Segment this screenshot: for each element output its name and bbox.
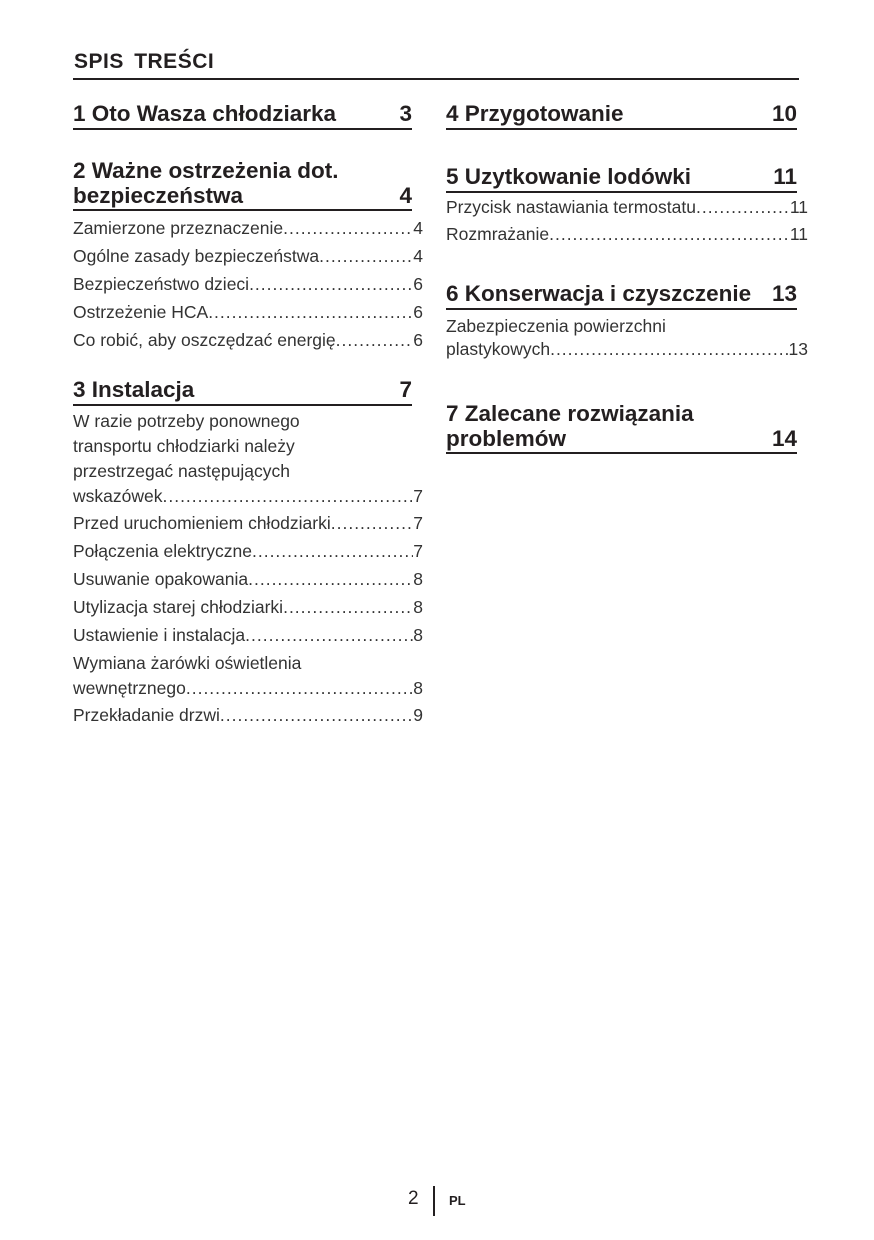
entry-page: 7 [413, 541, 423, 561]
entry-label: Ostrzeżenie HCA [73, 302, 209, 322]
section-page: 11 [773, 164, 797, 189]
entry-label-line: W razie potrzeby ponownego [73, 411, 300, 431]
dot-leader [550, 338, 788, 361]
section-title: 4 Przygotowanie [446, 101, 624, 126]
entry-label-line: Zabezpieczenia powierzchni [446, 316, 666, 336]
toc-entry[interactable] [73, 509, 423, 537]
section-page: 7 [399, 377, 412, 402]
dot-leader [208, 298, 413, 326]
language-code: PL [449, 1193, 466, 1208]
toc-entry[interactable] [73, 701, 423, 729]
entry-page: 8 [413, 569, 423, 589]
entry-label: plastykowych [446, 339, 551, 359]
dot-leader [319, 242, 413, 270]
entry-page: 13 [788, 339, 808, 359]
toc-entry[interactable] [73, 326, 423, 354]
toc-section-7[interactable] [446, 401, 797, 454]
toc-section-4[interactable] [446, 100, 797, 130]
dot-leader [245, 621, 413, 649]
toc-section-2[interactable] [73, 158, 412, 211]
section-title: 1 Oto Wasza chłodziarka [73, 101, 336, 126]
toc-entry[interactable] [73, 621, 423, 649]
dot-leader [248, 565, 413, 593]
entry-page: 4 [413, 246, 423, 266]
title-divider [73, 78, 799, 80]
dot-leader [331, 509, 414, 537]
entry-label: Połączenia elektryczne [73, 541, 252, 561]
entry-page: 8 [413, 678, 423, 698]
toc-section-3[interactable] [73, 376, 412, 406]
entry-label-line: przestrzegać następujących [73, 461, 290, 481]
entry-page: 4 [413, 218, 423, 238]
entry-page: 8 [413, 625, 423, 645]
dot-leader [549, 221, 790, 248]
entry-label: Ustawienie i instalacja [73, 625, 246, 645]
dot-leader [696, 194, 790, 221]
entry-label: Przycisk nastawiania termostatu [446, 197, 696, 217]
dot-leader [252, 537, 413, 565]
dot-leader [162, 484, 413, 509]
toc-entry[interactable] [73, 537, 423, 565]
entry-label: wewnętrznego [73, 678, 186, 698]
toc-entry[interactable] [73, 214, 423, 242]
entry-label: Usuwanie opakowania [73, 569, 249, 589]
dot-leader [220, 701, 413, 729]
entry-page: 8 [413, 597, 423, 617]
section-title: 6 Konserwacja i czyszczenie [446, 281, 752, 306]
toc-entry[interactable] [73, 651, 423, 701]
dot-leader [283, 593, 413, 621]
entry-label: Przed uruchomieniem chłodziarki [73, 513, 331, 533]
dot-leader [186, 676, 413, 701]
entry-label: Przekładanie drzwi [73, 705, 220, 725]
toc-section-1[interactable] [73, 100, 412, 130]
section-title: 5 Uzytkowanie lodówki [446, 164, 692, 189]
dot-leader [336, 326, 414, 354]
toc-entry[interactable] [73, 409, 423, 509]
toc-entry[interactable] [446, 315, 808, 361]
section-title: 7 Zalecane rozwiązania problemów [446, 401, 694, 451]
toc-entry[interactable] [73, 242, 423, 270]
toc-section-5[interactable] [446, 163, 797, 193]
entry-label: Bezpieczeństwo dzieci [73, 274, 250, 294]
toc-section-6[interactable] [446, 280, 797, 310]
entry-label: Rozmrażanie [446, 224, 550, 244]
section-page: 13 [771, 281, 797, 306]
entry-label: wskazówek [73, 486, 163, 506]
section-page: 4 [399, 183, 412, 208]
entry-page: 11 [789, 197, 808, 217]
entry-page: 9 [413, 705, 423, 725]
entry-page: 6 [413, 330, 423, 350]
dot-leader [283, 214, 413, 242]
page-title: SPIS TREŚCI [74, 50, 215, 73]
section-page: 3 [399, 101, 412, 126]
page-number: 2 [408, 1188, 419, 1209]
entry-label-line: transportu chłodziarki należy [73, 436, 295, 456]
toc-column-right [446, 100, 808, 454]
toc-entry[interactable] [73, 298, 423, 326]
entry-label: Zamierzone przeznaczenie [73, 218, 284, 238]
toc-entry[interactable] [73, 565, 423, 593]
entry-label: Co robić, aby oszczędzać energię [73, 330, 336, 350]
entry-label: Ogólne zasady bezpieczeństwa [73, 246, 320, 266]
entry-label-line: Wymiana żarówki oświetlenia [73, 653, 302, 673]
section-title: 3 Instalacja [73, 377, 195, 402]
entry-page: 7 [413, 486, 423, 506]
toc-column-left [73, 100, 423, 729]
entry-label: Utylizacja starej chłodziarki [73, 597, 284, 617]
toc-entry[interactable] [73, 593, 423, 621]
section-page: 14 [771, 426, 797, 451]
entry-page: 7 [413, 513, 423, 533]
entry-page: 6 [413, 302, 423, 322]
dot-leader [249, 270, 413, 298]
toc-entry[interactable] [73, 270, 423, 298]
entry-page: 11 [789, 224, 808, 244]
entry-page: 6 [413, 274, 423, 294]
toc-entry[interactable] [446, 194, 808, 221]
section-page: 10 [771, 101, 797, 126]
toc-entry[interactable] [446, 221, 808, 248]
footer-divider [433, 1186, 435, 1216]
section-title: 2 Ważne ostrzeżenia dot. bezpieczeństwa [73, 158, 339, 208]
